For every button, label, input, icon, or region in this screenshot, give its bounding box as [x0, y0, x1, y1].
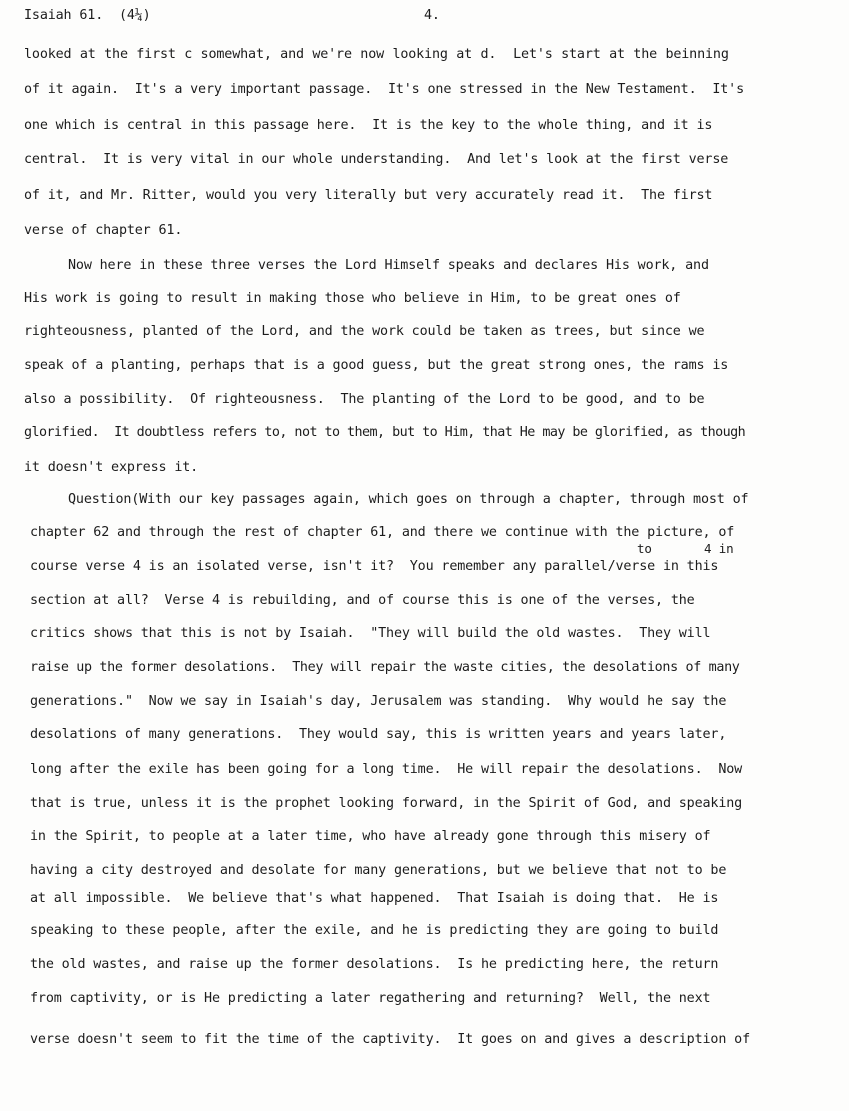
- text-line: central. It is very vital in our whole understanding. And let's look at the first verse: [24, 152, 729, 167]
- text-line: raise up the former desolations. They will repair the waste cities, the desolations of many: [30, 660, 740, 675]
- text-line: one which is central in this passage here. It is the key to the whole thing, and it is: [24, 118, 713, 133]
- text-line: generations." Now we say in Isaiah's day, Jerusalem was standing. Why would he say the: [30, 694, 727, 709]
- text-line: speaking to these people, after the exile, and he is predicting they are going to build: [30, 923, 719, 938]
- text-line: also a possibility. Of righteousness. The planting of the Lord to be good, and to be: [24, 392, 705, 407]
- text-line: of it, and Mr. Ritter, would you very literally but very accurately read it. The first: [24, 188, 713, 203]
- text-line: looked at the first c somewhat, and we're now looking at d. Let's start at the beinning: [24, 47, 729, 62]
- text-line: righteousness, planted of the Lord, and the work could be taken as trees, but since we: [24, 324, 705, 339]
- text-line: the old wastes, and raise up the former desolations. Is he predicting here, the return: [30, 957, 719, 972]
- text-line: of it again. It's a very important passage. It's one stressed in the New Testament. It's: [24, 82, 744, 97]
- interlinear-insert-to: to: [637, 541, 652, 556]
- text-line: long after the exile has been going for a long time. He will repair the desolations. Now: [30, 762, 743, 777]
- text-line: section at all? Verse 4 is rebuilding, and of course this is one of the verses, the: [30, 593, 695, 608]
- text-line: course verse 4 is an isolated verse, isn't it? You remember any parallel/verse in this: [30, 559, 719, 574]
- text-line: speak of a planting, perhaps that is a good guess, but the great strong ones, the rams is: [24, 358, 729, 373]
- text-line: His work is going to result in making those who believe in Him, to be great ones of: [24, 291, 681, 306]
- text-line: glorified. It doubtless refers to, not to them, but to Him, that He may be glorified, as though: [24, 425, 746, 440]
- page-header-title: Isaiah 61. (4¼): [24, 8, 151, 23]
- text-line: desolations of many generations. They would say, this is written years and years later,: [30, 727, 727, 742]
- text-line: from captivity, or is He predicting a later regathering and returning? Well, the next: [30, 991, 711, 1006]
- text-line: in the Spirit, to people at a later time, who have already gone through this misery of: [30, 829, 711, 844]
- text-line: that is true, unless it is the prophet looking forward, in the Spirit of God, and speaking: [30, 796, 743, 811]
- text-line: critics shows that this is not by Isaiah. "They will build the old wastes. They will: [30, 626, 711, 641]
- interlinear-insert-4-in: 4 in: [704, 541, 734, 556]
- text-line: having a city destroyed and desolate for many generations, but we believe that not to be: [30, 863, 727, 878]
- text-line: verse of chapter 61.: [24, 223, 183, 238]
- text-line: Question(With our key passages again, which goes on through a chapter, through most of: [68, 492, 749, 507]
- text-line: at all impossible. We believe that's what happened. That Isaiah is doing that. He is: [30, 891, 719, 906]
- text-line: verse doesn't seem to fit the time of the captivity. It goes on and gives a description of: [30, 1032, 750, 1047]
- page-number: 4.: [424, 8, 440, 23]
- text-line: Now here in these three verses the Lord Himself speaks and declares His work, and: [68, 258, 709, 273]
- text-line: it doesn't express it.: [24, 460, 199, 475]
- text-line: chapter 62 and through the rest of chapter 61, and there we continue with the picture, of: [30, 525, 735, 540]
